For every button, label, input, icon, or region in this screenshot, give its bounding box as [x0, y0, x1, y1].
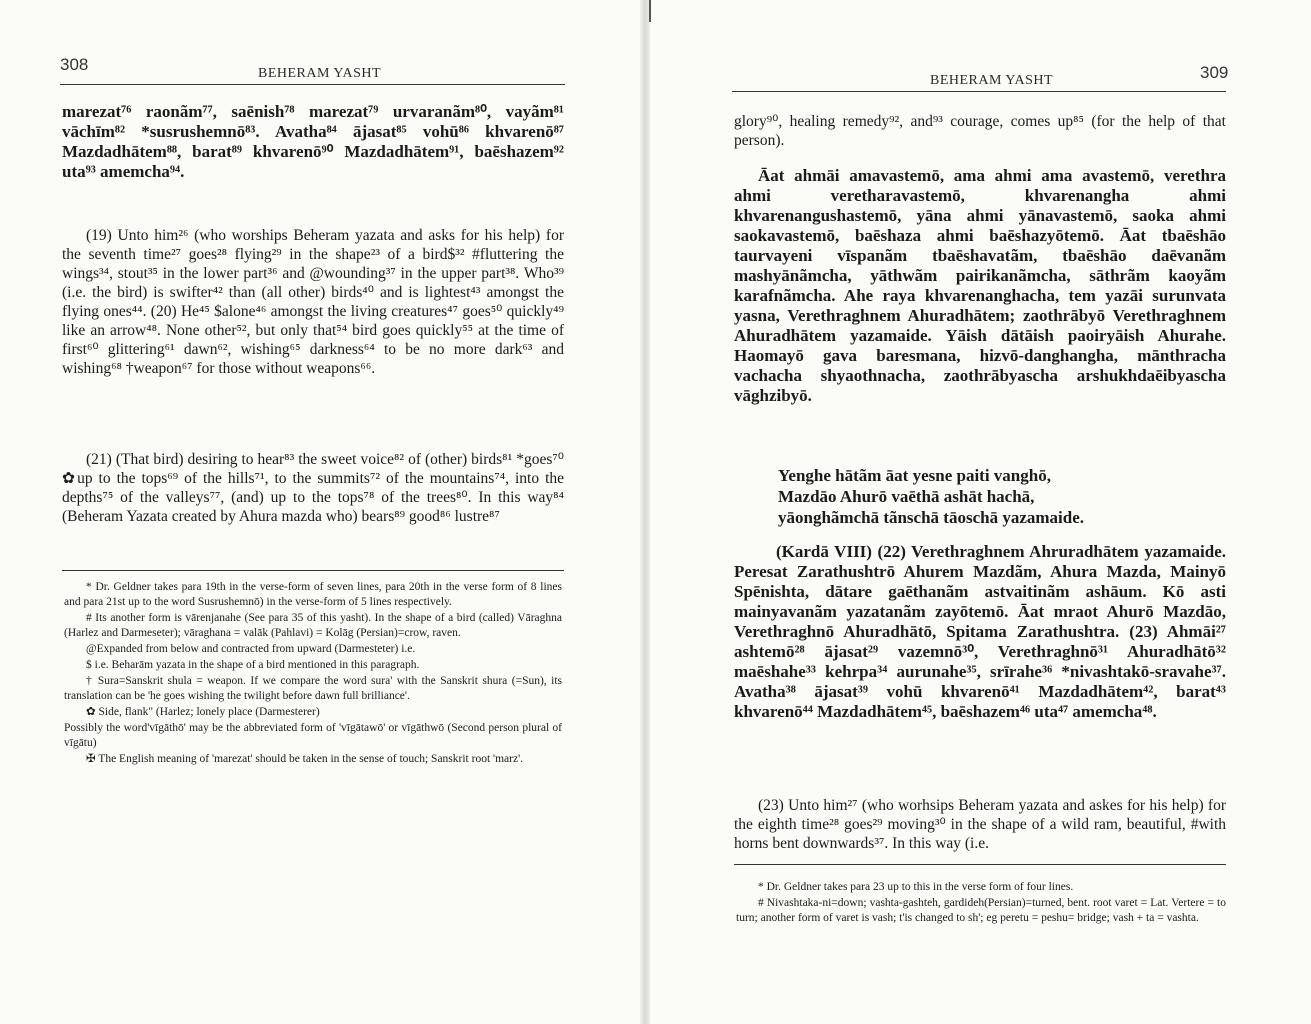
translation-para-19 — [62, 226, 564, 378]
paragraph: (19) Unto him²⁶ (who worships Beheram yazata and asks for his help) for the seventh time²⁷ goes²⁸ flying²⁹ in the shape²³ of a bird$³² #fluttering the wings³⁴, stout³⁵ in the lower part³⁶ and @wounding³⁷ in the upper part³⁸. Who³⁹ (i.e. the bird) is swifter⁴² than (all other) birds⁴⁰ and is lightest⁴³ amongst the flying ones⁴⁴. (20) He⁴⁵ $alone⁴⁶ amongst the living creatures⁴⁷ goes⁵⁰ quickly⁴⁹ like an arrow⁴⁸. None other⁵², but only that⁵⁴ bird goes quickly⁵⁵ at the time of first⁶⁰ glittering⁶¹ dawn⁶², wishing⁶⁵ darkness⁶⁴ to be no more dark⁶³ and wishing⁶⁸ †weapon⁶⁷ for those without weapons⁶⁶. — [62, 227, 564, 377]
running-head: BEHERAM YASHT — [258, 66, 382, 81]
running-head: BEHERAM YASHT — [930, 73, 1054, 88]
right-page — [650, 0, 1311, 1024]
intro-text — [734, 112, 1226, 150]
avestan-text-2: (Kardā VIII) (22) Verethraghnem Ahruradhātem yazamaide. Peresat Zarathushtrō Ahurem Mazdãm, Ahura Mazda, Mainyō Spēnishta, dātare gaēthanãm astvaitinãm ashāum. Kō asti mainyavanãm yazatanãm zayōtemō. Āat mraot Ahurō Mazdāo, Verethraghnō Ahuradhātō, Spitama Zarathushtra. (23) Ahmāi²⁷ ashtemō²⁸ ājasat²⁹ vazemnō³⁰, Verethraghnō³¹ Ahuradhātō³² maēshahe³³ kehrpa³⁴ aurunahe³⁵, srīrahe³⁶ *nivashtakō-sravahe³⁷. Avatha³⁸ ājasat³⁹ vohū khvarenō⁴¹ Mazdadhātem⁴², barat⁴³ khvarenō⁴⁴ Mazdadhātem⁴⁵, baēshazem⁴⁶ uta⁴⁷ amemcha⁴⁸. — [734, 542, 1226, 721]
avestan-text: marezat⁷⁶ raonãm⁷⁷, saēnish⁷⁸ marezat⁷⁹ urvaranãm⁸⁰, vayãm⁸¹ vāchīm⁸² *susrushemnō⁸³. Avatha⁸⁴ ājasat⁸⁵ vohū⁸⁶ khvarenō⁸⁷ Mazdadhātem⁸⁸, barat⁸⁹ khvarenō⁹⁰ Mazdadhātem⁹¹, baēshazem⁹² uta⁹³ amemcha⁹⁴. — [62, 102, 564, 181]
footnote: * Dr. Geldner takes para 23 up to this in the verse form of four lines. — [758, 881, 1074, 893]
footnote: Possibly the word'vīgāthō' may be the abbreviated form of 'vīgātawō' or vīgāthwō (Second person plural of vīgātu) — [64, 722, 562, 749]
footnote-rule — [734, 864, 1226, 865]
paragraph: (21) (That bird) desiring to hear⁸³ the sweet voice⁸² of (other) birds⁸¹ *goes⁷⁰ ✿up to the tops⁶⁹ of the hills⁷¹, to the summits⁷² of the mountains⁷⁴, into the depths⁷⁵ of the valleys⁷⁷, (and) up to the tops⁷⁸ of the trees⁸⁰. In this way⁸⁴ (Beheram Yazata created by Ahura mazda who) bears⁸⁹ good⁸⁶ lustre⁸⁷ — [62, 451, 564, 525]
footnote: @Expanded from below and contracted from upward (Darmesteter) i.e. — [86, 643, 416, 655]
footnotes — [64, 580, 562, 768]
header-rule — [732, 91, 1226, 92]
footnote: # Its another form is vārenjanahe (See para 35 of this yasht). In the shape of a bird (called) Vāraghna (Harlez and Darmeseter); vāraghana = valāk (Pahlavi) = Kolāg (Persian)=crow, raven. — [64, 612, 562, 639]
header-rule — [60, 84, 565, 85]
translation-para-21 — [62, 450, 564, 526]
footnote: ✿ Side, flank" (Harlez; lonely place (Darmesterer) — [86, 706, 320, 718]
page-number: 308 — [60, 55, 89, 74]
footnote: # Nivashtaka-ni=down; vashta-gashteh, gardideh(Persian)=turned, bent. root varet = Lat. Vertere = to turn; another form of varet is vash; t'is changed to sh'; eg peretu = peshu= bridge; vash + ta = vashta. — [736, 897, 1226, 924]
verse-line: yāonghãmchā tãnschā tāoschā yazamaide. — [778, 508, 1085, 527]
footnote: * Dr. Geldner takes para 19th in the verse-form of seven lines, para 20th in the verse form of 8 lines and para 21st up to the word Susrushemnō) in the verse-form of 5 lines respectively. — [64, 581, 562, 608]
footnote: $ i.e. Beharām yazata in the shape of a bird mentioned in this paragraph. — [86, 659, 420, 671]
left-page — [0, 0, 640, 1024]
avestan-text-1: Āat ahmāi amavastemō, ama ahmi ama avastemō, verethra ahmi veretharavastemō, khvarenangha ahmi khvarenangushastemō, yāna ahmi yānavastemō, saoka ahmi saokavastemō, baēshaza ahmi baēshazyōtemō. Āat tbaēshāo taurvayeni vīspanãm tbaēshavatãm, tbaēshāo daēvanãm mashyānãmcha, yāthwãm pairikanãmcha, sāthrãm kaoyãm karafnãmcha. Ahe raya khvarenanghacha, tem yazāi surunvata yasna, Verethraghnem Ahuradhātem; zaothrābyō Verethraghnem Ahuradhātem yazamaide. Yāish dātāish paoiryāish Ahurahe. Haomayō gava baresmana, hizvō-danghangha, mānthracha vachacha shyaothnacha, zaothrābyascha arshukhdaēibyascha vāghzibyō. — [734, 166, 1226, 405]
verse-line: Yenghe hātãm āat yesne paiti vanghō, — [778, 466, 1051, 485]
translation-para-23 — [734, 796, 1226, 853]
book-gutter — [640, 0, 650, 1024]
footnote: ✠ The English meaning of 'marezat' should be taken in the sense of touch; Sanskrit root 'marz'. — [86, 753, 524, 765]
verse-line: Mazdāo Ahurō vaēthā ashāt hachā, — [778, 487, 1035, 506]
paragraph: (23) Unto him²⁷ (who worhsips Beheram yazata and askes for his help) for the eighth time²⁸ goes²⁹ moving³⁰ in the shape of a wild ram, beautiful, #with horns bent downwards³⁷. In this way (i.e. — [734, 797, 1226, 852]
footnote: † Sura=Sanskrit shula = weapon. If we compare the word sura' with the Sanskrit shura (=Sun), its translation can be 'he goes wishing the twilight before dawn full brilliance'. — [64, 675, 562, 702]
footnotes — [736, 880, 1226, 927]
footnote-rule — [62, 570, 564, 571]
avestan-verse — [778, 465, 1084, 528]
page-number: 309 — [1200, 63, 1229, 82]
paragraph: glory⁹⁰, healing remedy⁹², and⁹³ courage, comes up⁸⁵ (for the help of that person). — [734, 113, 1226, 149]
